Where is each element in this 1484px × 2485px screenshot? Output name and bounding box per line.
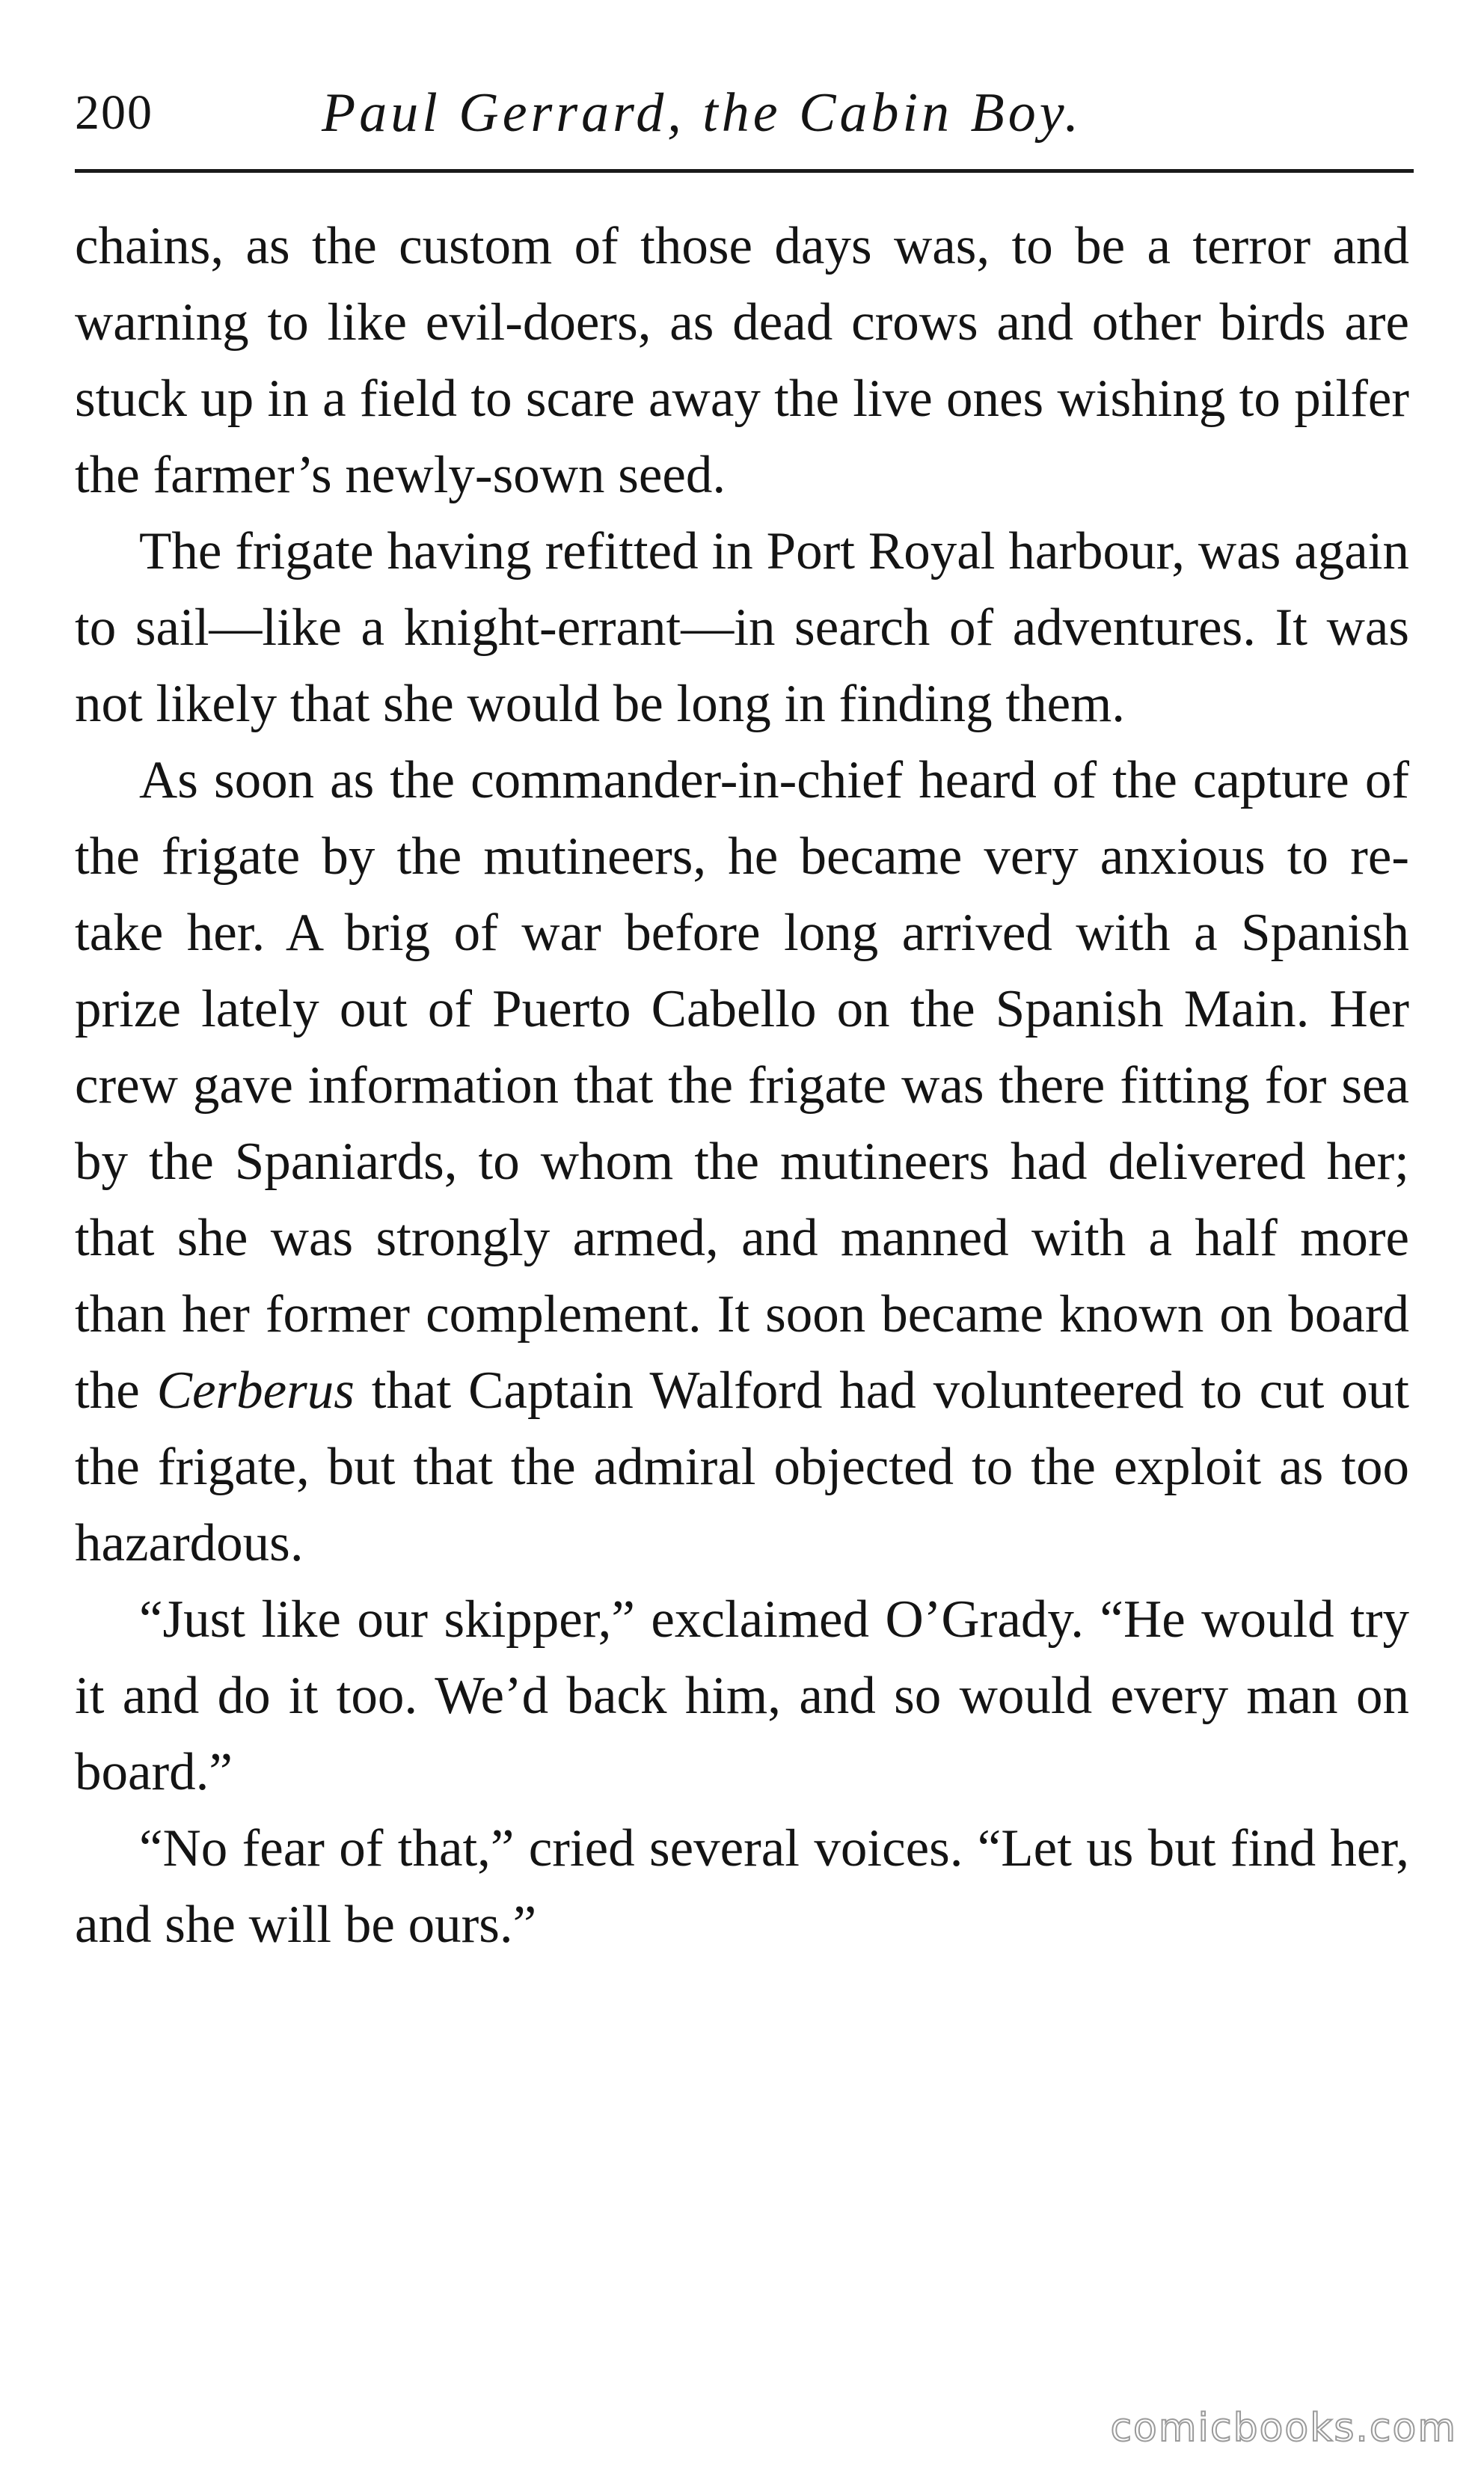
running-title: Paul Gerrard, the Cabin Boy. — [322, 82, 1082, 144]
paragraph-3 — [75, 742, 1409, 1581]
paragraph-4: “Just like our skipper,” exclaimed O’Grady. “He would try it and do it too. We’d back him, and so would every man on board.” — [75, 1590, 1409, 1801]
watermark: comicbooks.com — [1110, 2406, 1457, 2451]
header-rule — [75, 169, 1414, 173]
paragraph-3-text-end: that Captain Walford had volunteered to cut out the frigate, but that the admiral objected to the exploit as too hazardous. — [75, 1361, 1409, 1572]
page-header — [75, 72, 1414, 154]
page-number: 200 — [75, 85, 153, 140]
ship-name: Cerberus — [156, 1361, 355, 1420]
paragraph-1: chains, as the custom of those days was, to be a terror and warning to like evil-doers, as dead crows and other birds are stuck up in a field to scare away the live ones wishing to pilfer the farmer’s newly-sown seed. — [75, 217, 1409, 504]
paragraph-5: “No fear of that,” cried several voices. “Let us but find her, and she will be ours.” — [75, 1819, 1409, 1954]
paragraph-3-text: As soon as the commander-in-chief heard of the capture of the frigate by the mutineers, he became very anxious to re-take her. A brig of war before long arrived with a Spanish prize lately out of Puerto Cabello on the Spanish Main. Her crew gave information that the frigate was there fitting for sea by the Spaniards, to whom the mutineers had delivered her; that she was strongly armed, and manned with a half more than her former complement. It soon became known on board the — [75, 751, 1409, 1420]
body-text — [75, 208, 1409, 1963]
paragraph-2: The frigate having refitted in Port Royal harbour, was again to sail—like a knight-errant—in search of adventures. It was not likely that she would be long in finding them. — [75, 522, 1409, 733]
